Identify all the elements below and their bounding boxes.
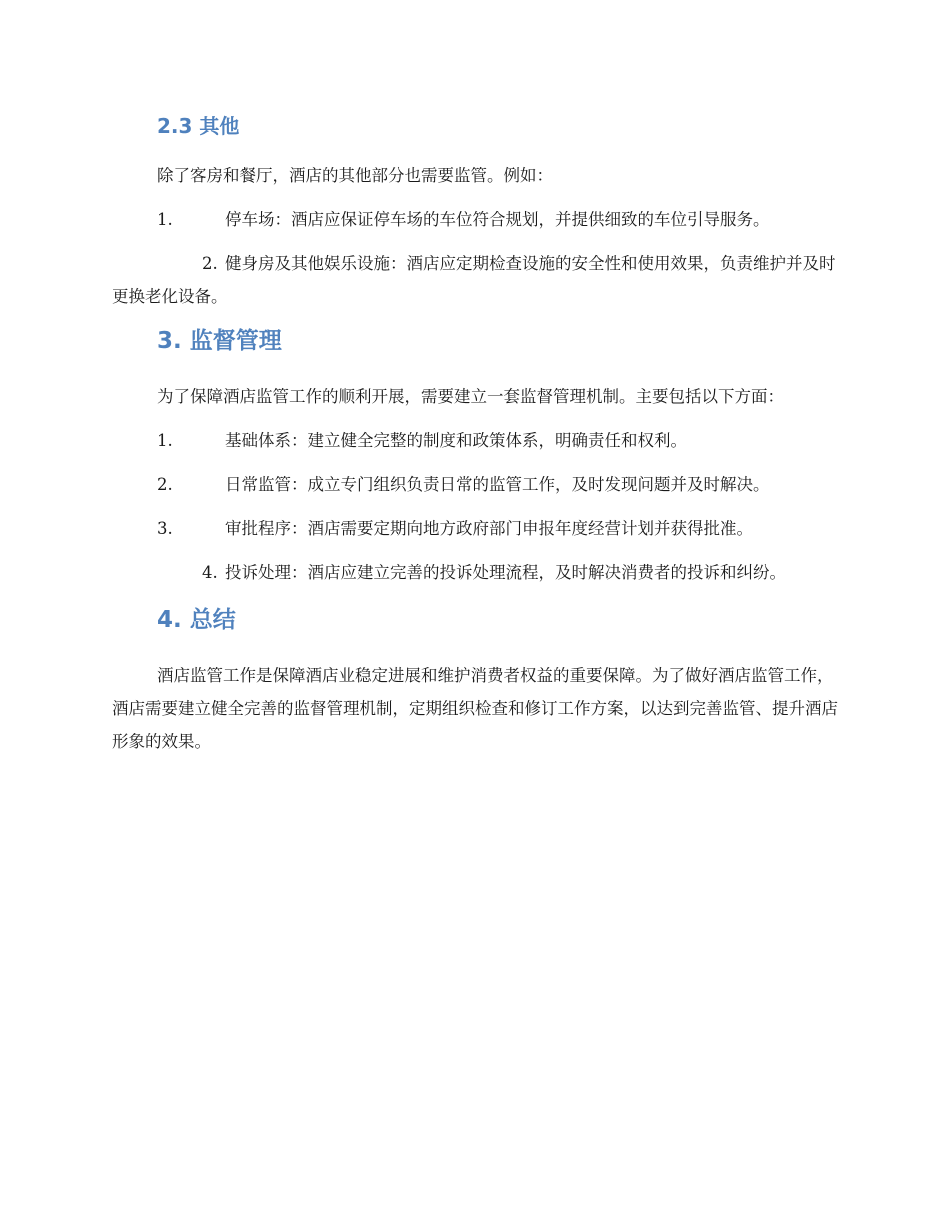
list-item: [112, 556, 838, 589]
section-3-intro: 为了保障酒店监管工作的顺利开展，需要建立一套监督管理机制。主要包括以下方面：: [157, 387, 784, 406]
list-item-text: 投诉处理：酒店应建立完善的投诉处理流程，及时解决消费者的投诉和纠纷。: [225, 563, 786, 582]
list-item: [112, 247, 838, 313]
section-heading-3: 3. 监督管理: [157, 328, 282, 354]
list-item: [112, 512, 838, 545]
section-4-body: 酒店监管工作是保障酒店业稳定进展和维护消费者权益的重要保障。为了做好酒店监管工作，酒店需要建立健全完善的监督管理机制，定期组织检查和修订工作方案，以达到完善监管、提升酒店形象的效果。: [112, 666, 838, 751]
section-heading-4: 4. 总结: [157, 607, 236, 633]
list-item-text: 审批程序：酒店需要定期向地方政府部门申报年度经营计划并获得批准。: [225, 519, 753, 538]
list-item-text: 健身房及其他娱乐设施：酒店应定期检查设施的安全性和使用效果，负责维护并及时更换老化设备。: [112, 254, 836, 306]
list-item-text: 停车场：酒店应保证停车场的车位符合规划，并提供细致的车位引导服务。: [225, 210, 770, 229]
list-item-number: 2.: [157, 475, 173, 494]
list-item-number: 3.: [157, 519, 173, 538]
list-item: [112, 424, 838, 457]
list-item-number: 1.: [157, 210, 173, 229]
list-item-number: 4.: [202, 563, 218, 582]
list-item-text: 日常监管：成立专门组织负责日常的监管工作，及时发现问题并及时解决。: [225, 475, 770, 494]
list-item: [112, 468, 838, 501]
list-item-number: 1.: [157, 431, 173, 450]
list-item: [112, 203, 838, 236]
list-item-text: 基础体系：建立健全完整的制度和政策体系，明确责任和权利。: [225, 431, 687, 450]
section-2-3-intro: 除了客房和餐厅，酒店的其他部分也需要监管。例如：: [157, 166, 553, 185]
section-heading-2-3: 2.3 其他: [157, 114, 240, 138]
list-item-number: 2.: [202, 254, 218, 273]
